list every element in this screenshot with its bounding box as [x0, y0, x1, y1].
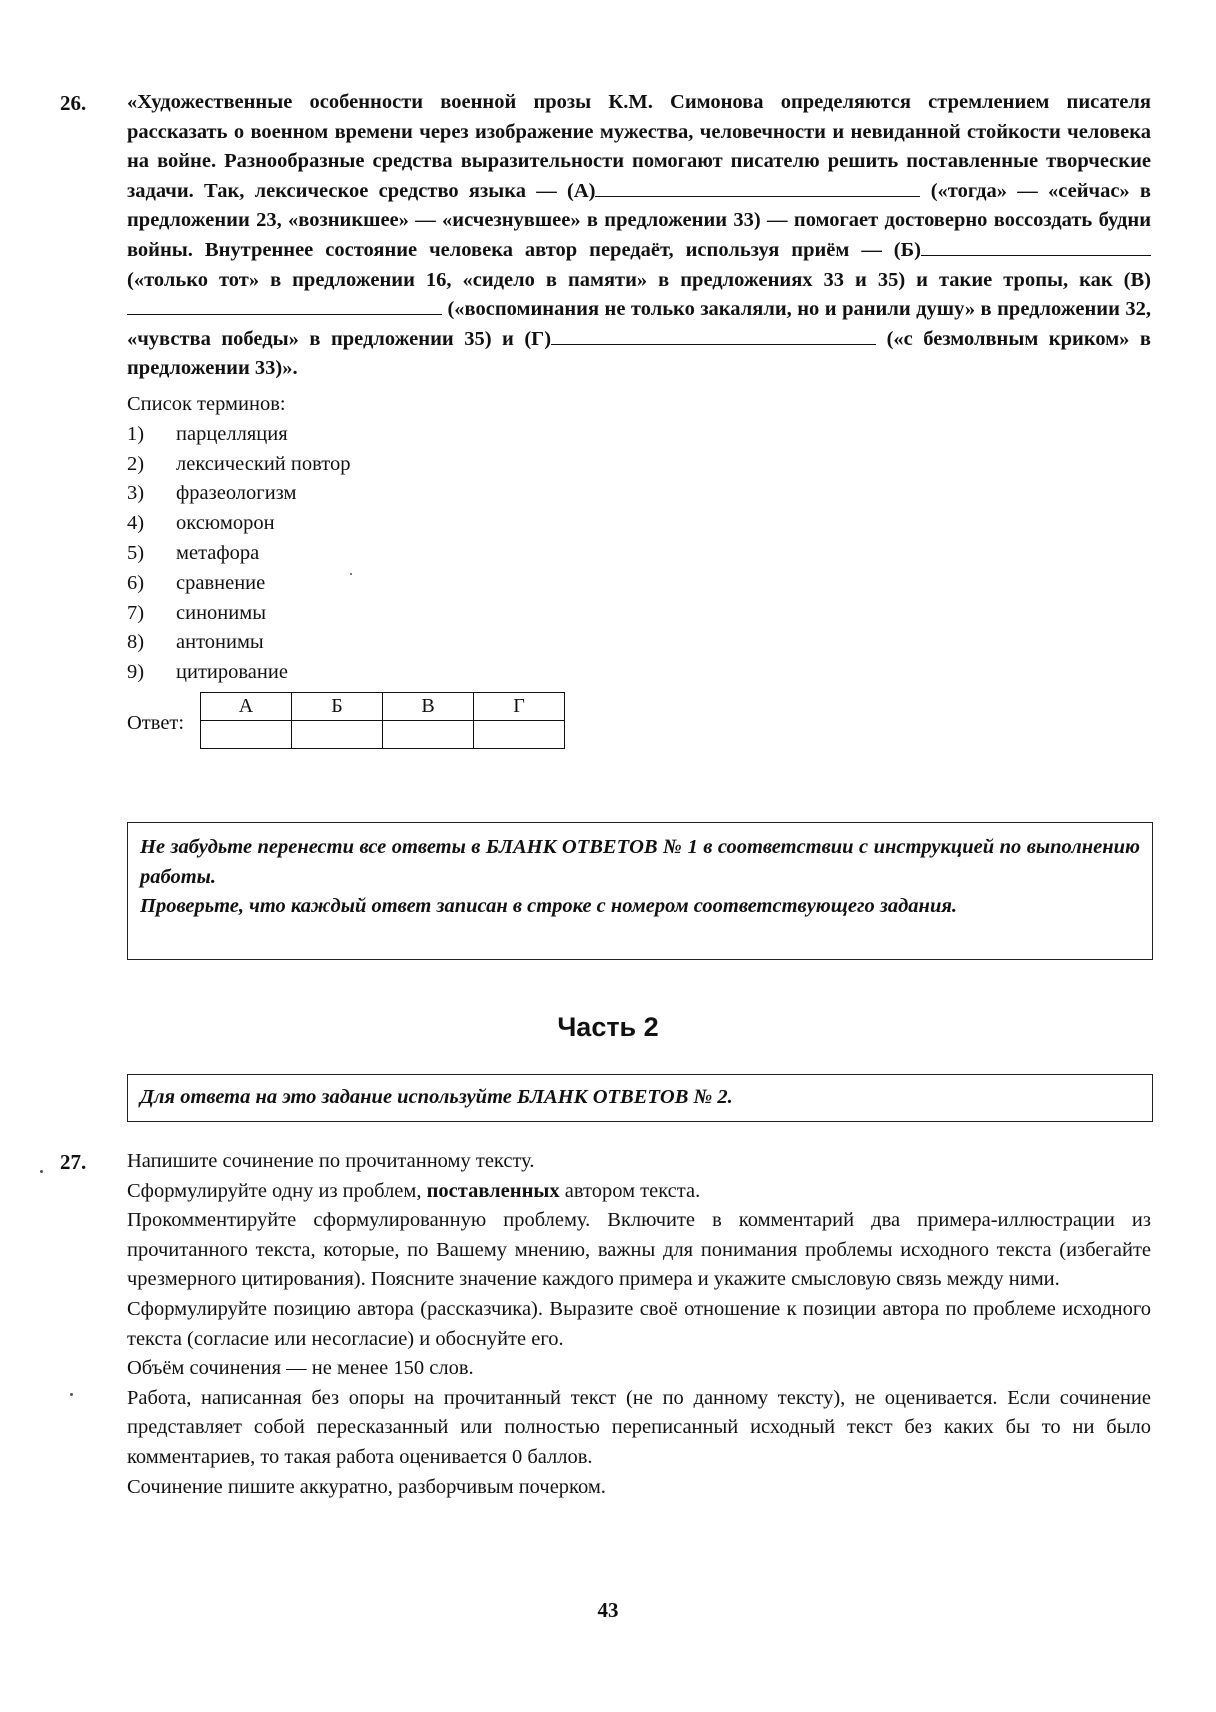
list-item	[127, 569, 1151, 599]
task-26-text	[127, 88, 1151, 384]
part-title: Часть 2	[557, 1012, 659, 1042]
answer-cell-b[interactable]	[292, 720, 383, 748]
term-number: 1)	[127, 422, 145, 445]
page-number: 43	[597, 1598, 619, 1622]
text-segment: («с безмолвным криком» в предложении 33)».	[127, 327, 1151, 380]
answer-cell-v[interactable]	[383, 720, 474, 748]
text-segment: Сформулируйте одну из проблем,	[127, 1179, 427, 1202]
terms-title: Список терминов:	[127, 392, 286, 415]
list-item	[127, 450, 1151, 480]
answer-table	[200, 692, 565, 749]
list-item	[127, 658, 1151, 688]
term-number: 4)	[127, 512, 145, 535]
paragraph: Прокомментируйте сформулированную проблему. Включите в комментарий два примера-иллюстрации из прочитанного текста, которые, по Вашему мнению, важны для понимания проблемы исходного текста (избегайте чрезмерного цитирования). Поясните значение каждого примера и укажите смысловую связь между ними.	[127, 1209, 1151, 1291]
list-item	[127, 509, 1151, 539]
term-label: синонимы	[176, 601, 266, 624]
answer-cell-a[interactable]	[201, 720, 292, 748]
term-number: 6)	[127, 571, 145, 594]
notice-box	[127, 822, 1153, 960]
list-item	[127, 479, 1151, 509]
task-27-body	[127, 1147, 1151, 1502]
term-number: 3)	[127, 482, 145, 505]
notice-line: Не забудьте перенести все ответы в БЛАНК ОТВЕТОВ № 1 в соответствии с инструкцией по выполнению работы.	[140, 836, 1140, 888]
list-item	[127, 599, 1151, 629]
blank-a[interactable]	[595, 180, 920, 197]
term-number: 9)	[127, 661, 145, 684]
text-segment: автором текста.	[559, 1179, 701, 1202]
terms-list	[127, 420, 1151, 688]
term-number: 5)	[127, 541, 145, 564]
scan-speck	[350, 573, 352, 575]
term-label: антонимы	[176, 631, 264, 654]
text-segment: «Художественные особенности военной прозы К.М. Симонова определяются стремлением писателя рассказать о военном времени через изображение мужества, человечности и невиданной стойкости человека на войне. Разнообразные средства выразительности помогают писателю решить поставленные творческие задачи. Так, лексическое средство языка — (А)	[127, 91, 1151, 202]
paragraph: Сочинение пишите аккуратно, разборчивым почерком.	[127, 1475, 606, 1498]
answer-label: Ответ:	[127, 711, 185, 734]
blank-v[interactable]	[127, 298, 442, 315]
answer-header-v: В	[383, 692, 474, 720]
term-label: метафора	[176, 541, 260, 564]
answer-cell-g[interactable]	[474, 720, 565, 748]
answer-header-b: Б	[292, 692, 383, 720]
paragraph	[127, 1177, 1151, 1207]
term-number: 7)	[127, 601, 145, 624]
term-label: лексический повтор	[176, 452, 351, 475]
blank-b[interactable]	[921, 239, 1151, 256]
task-number: 26.	[60, 91, 87, 115]
blank-g[interactable]	[551, 328, 876, 345]
term-label: цитирование	[176, 661, 288, 684]
paragraph: Работа, написанная без опоры на прочитанный текст (не по данному тексту), не оценивается. Если сочинение представляет собой пересказанный или полностью переписанный исходный текст без каких бы то ни было комментариев, то такая работа оценивается 0 баллов.	[127, 1386, 1151, 1468]
term-label: фразеологизм	[176, 482, 297, 505]
paragraph: Сформулируйте позицию автора (рассказчика). Выразите своё отношение к позиции автора по проблеме исходного текста (согласие или несогласие) и обоснуйте его.	[127, 1297, 1151, 1350]
text-segment: («только тот» в предложении 16, «сидело в памяти» в предложениях 33 и 35) и такие тропы, как (В)	[127, 268, 1151, 291]
instruction-box	[127, 1074, 1153, 1122]
paragraph: Напишите сочинение по прочитанному тексту.	[127, 1150, 535, 1172]
list-item	[127, 628, 1151, 658]
instruction-text: Для ответа на это задание используйте БЛАНК ОТВЕТОВ № 2.	[140, 1086, 733, 1108]
paragraph: Объём сочинения — не менее 150 слов.	[127, 1357, 474, 1380]
list-item	[127, 539, 1151, 569]
answer-header-a: А	[201, 692, 292, 720]
answer-header-g: Г	[474, 692, 565, 720]
scan-speck	[70, 1393, 73, 1396]
list-item	[127, 420, 1151, 450]
text-segment: («воспоминания не только закаляли, но и ранили душу» в предложении 32, «чувства победы» в предложении 35) и (Г)	[127, 298, 1151, 350]
term-label: сравнение	[176, 571, 266, 594]
term-number: 2)	[127, 452, 145, 475]
notice-line: Проверьте, что каждый ответ записан в строке с номером соответствующего задания.	[140, 895, 958, 918]
term-number: 8)	[127, 631, 145, 654]
task-number: 27.	[60, 1150, 87, 1174]
term-label: оксюморон	[176, 512, 275, 535]
scan-speck	[40, 1170, 43, 1173]
text-bold: поставленных	[426, 1179, 560, 1202]
answer-block	[127, 692, 1151, 754]
task-26-body	[127, 88, 1151, 754]
term-label: парцелляция	[176, 422, 288, 445]
text-segment: («тогда» — «сейчас» в предложении 23, «возникшее» — «исчезнувшее» в предложении 33) — помогает достоверно воссоздать будни войны. Внутреннее состояние человека автор передаёт, используя приём — (Б)	[127, 179, 1152, 261]
